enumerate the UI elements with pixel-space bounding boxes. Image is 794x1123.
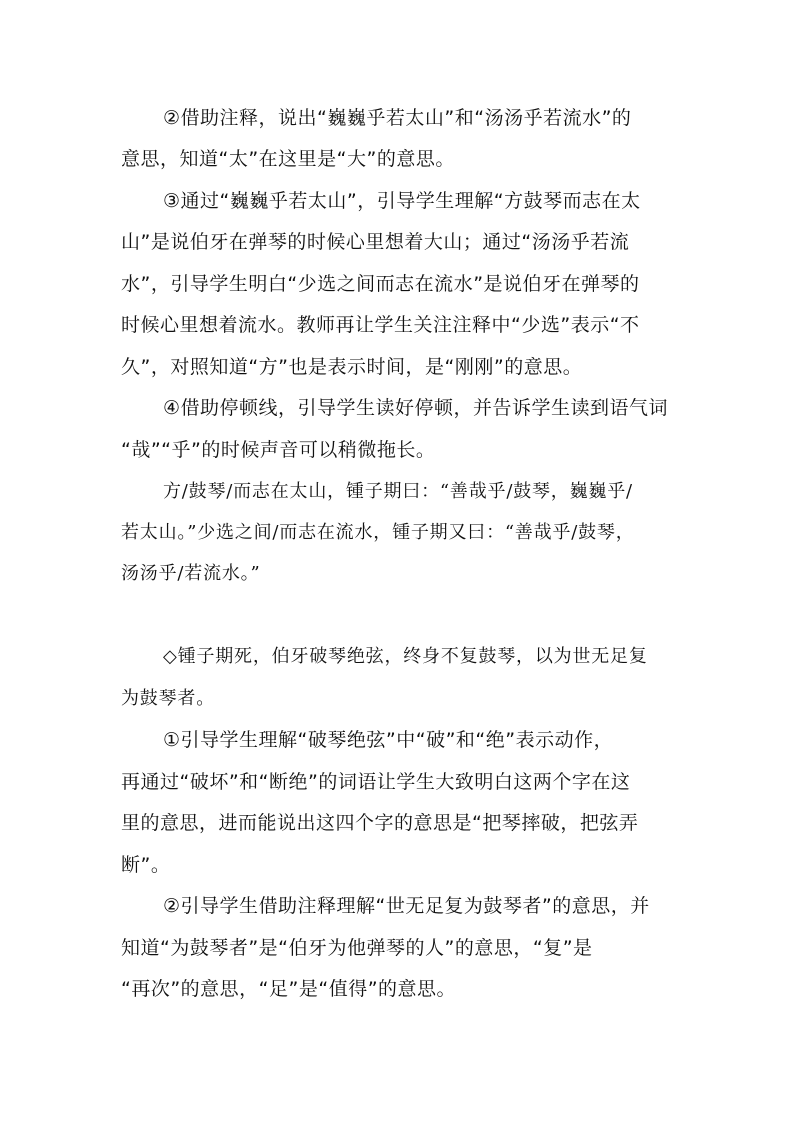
text-line: 里的意思，进而能说出这四个字的意思是“把琴摔破，把弦弄 xyxy=(121,812,639,834)
text-line: 方/鼓琴/而志在太山，锺子期曰：“善哉乎/鼓琴，巍巍乎/ xyxy=(163,481,633,502)
text-line: 意思，知道“太”在这里是“大”的意思。 xyxy=(121,148,455,170)
text-line: ②引导学生借助注释理解“世无足复为鼓琴者”的意思，并 xyxy=(163,895,650,917)
text-line: ①引导学生理解“破琴绝弦”中“破”和“绝”表示动作， xyxy=(163,729,614,751)
text-line: 为鼓琴者。 xyxy=(121,688,215,709)
text-line: 汤汤乎/若流水。” xyxy=(121,563,261,584)
text-line: 时候心里想着流水。教师再让学生关注注释中“少选”表示“不 xyxy=(121,314,640,336)
text-line: ②借助注释，说出“巍巍乎若太山”和“汤汤乎若流水”的 xyxy=(163,107,632,129)
text-line: “再次”的意思，“足”是“值得”的意思。 xyxy=(121,978,457,1000)
text-line: 山”是说伯牙在弹琴的时候心里想着大山；通过“汤汤乎若流 xyxy=(121,231,630,253)
text-line: ◇锺子期死，伯牙破琴绝弦，终身不复鼓琴，以为世无足复 xyxy=(163,646,648,667)
text-line: ④借助停顿线，引导学生读好停顿，并告诉学生读到语气词 xyxy=(163,397,669,419)
text-line: 再通过“破坏”和“断绝”的词语让学生大致明白这两个字在这 xyxy=(121,771,631,793)
text-line: 断”。 xyxy=(121,854,171,876)
text-line: 久”，对照知道“方”也是表示时间，是“刚刚”的意思。 xyxy=(121,356,583,378)
text-line: ③通过“巍巍乎若太山”，引导学生理解“方鼓琴而志在太 xyxy=(163,190,641,212)
text-line: 知道“为鼓琴者”是“伯牙为他弹琴的人”的意思，“复”是 xyxy=(121,937,593,959)
text-line: 若太山。”少选之间/而志在流水，锺子期又曰：“善哉乎/鼓琴， xyxy=(121,522,635,543)
text-line: “哉”“乎”的时候声音可以稍微拖长。 xyxy=(121,439,436,461)
text-line: 水”，引导学生明白“少选之间而志在流水”是说伯牙在弹琴的 xyxy=(121,273,640,295)
